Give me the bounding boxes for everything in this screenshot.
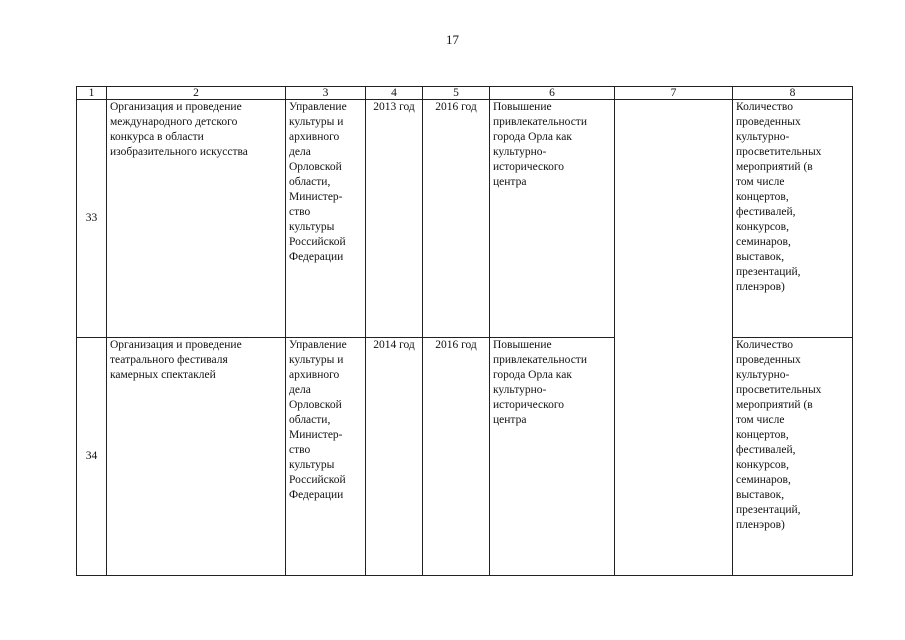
column-7-cell [615,100,733,576]
header-cell: 8 [733,87,853,100]
table-row [77,100,853,338]
indicator: Количество проведенных культурно- просветительных мероприятий (в том числе концертов, фестивалей, конкурсов, семинаров, выставок, презентаций, пленэров) [733,338,853,576]
page-number: 17 [446,32,459,47]
header-cell: 6 [490,87,615,100]
event-name: Организация и проведение театрального фестиваля камерных спектаклей [107,338,286,576]
header-cell: 3 [286,87,366,100]
indicator: Количество проведенных культурно- просветительных мероприятий (в том числе концертов, фестивалей, конкурсов, семинаров, выставок, презентаций, пленэров) [733,100,853,338]
event-name: Организация и проведение международного детского конкурса в области изобразительного искусства [107,100,286,338]
header-row [77,87,853,100]
executor: Управление культуры и архивного дела Орловской области, Министер- ство культуры Российской Федерации [286,338,366,576]
row-number: 33 [77,100,107,338]
start-year: 2013 год [366,100,423,338]
program-table [76,86,853,576]
end-year: 2016 год [423,100,490,338]
header-cell: 4 [366,87,423,100]
row-number: 34 [77,338,107,576]
executor: Управление культуры и архивного дела Орловской области, Министер- ство культуры Российской Федерации [286,100,366,338]
header-cell: 1 [77,87,107,100]
goal: Повышение привлекательности города Орла как культурно- исторического центра [490,100,615,338]
header-cell: 5 [423,87,490,100]
end-year: 2016 год [423,338,490,576]
table-row [77,338,853,576]
goal: Повышение привлекательности города Орла как культурно- исторического центра [490,338,615,576]
header-cell: 2 [107,87,286,100]
start-year: 2014 год [366,338,423,576]
header-cell: 7 [615,87,733,100]
